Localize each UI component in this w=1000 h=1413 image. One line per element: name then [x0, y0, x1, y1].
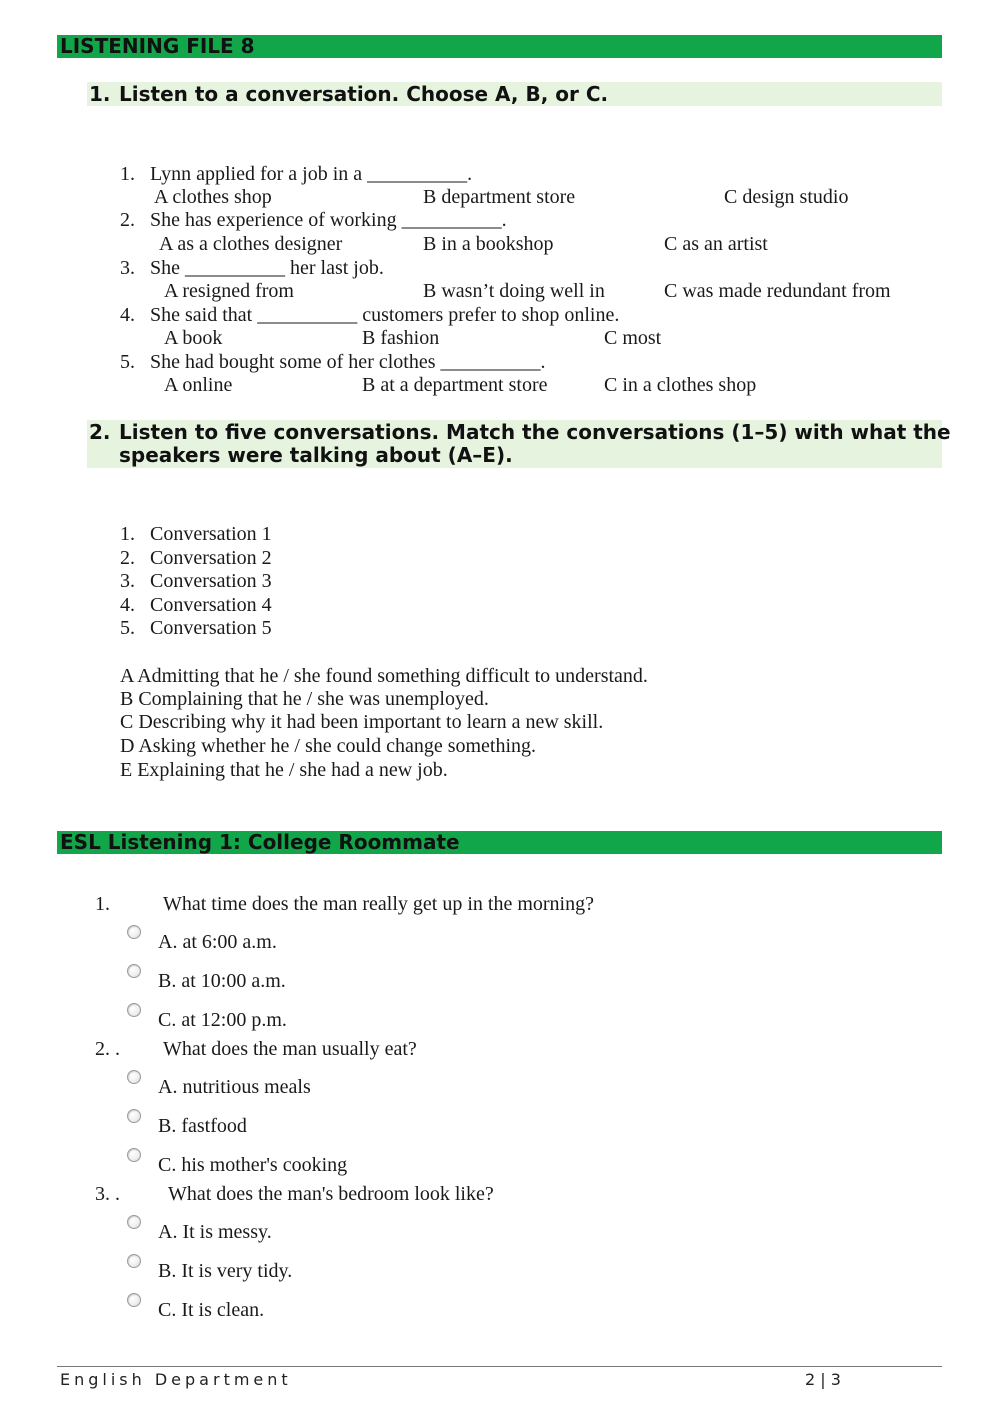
question-number: 5.	[120, 351, 135, 373]
list-item-number: 4.	[120, 594, 135, 616]
section2-heading	[87, 420, 951, 468]
question-number: 4.	[120, 304, 135, 326]
radio-button[interactable]	[127, 1109, 141, 1123]
section2-title-line1: Listen to five conversations. Match the conversations (1–5) with what the	[119, 420, 951, 444]
footer-divider	[57, 1366, 942, 1367]
option-a[interactable]: A online	[164, 374, 233, 396]
match-option: B Complaining that he / she was unemployed.	[120, 688, 489, 710]
option-c[interactable]: C in a clothes shop	[604, 374, 757, 396]
question-text: She has experience of working __________.	[150, 209, 507, 231]
radio-label[interactable]: B. fastfood	[158, 1115, 247, 1137]
option-b[interactable]: B in a bookshop	[423, 233, 554, 255]
radio-label[interactable]: C. his mother's cooking	[158, 1154, 348, 1176]
question-text: What time does the man really get up in the morning?	[163, 893, 594, 915]
footer-page-number: 2 | 3	[805, 1370, 841, 1389]
match-option: C Describing why it had been important to learn a new skill.	[120, 711, 604, 733]
question-text: She had bought some of her clothes __________.	[150, 351, 546, 373]
option-a[interactable]: A as a clothes designer	[159, 233, 343, 255]
section3-title: ESL Listening 1: College Roommate	[60, 830, 460, 854]
footer-department: English Department	[60, 1370, 292, 1389]
option-b[interactable]: B wasn’t doing well in	[423, 280, 605, 302]
match-option: A Admitting that he / she found something difficult to understand.	[120, 665, 648, 687]
radio-button[interactable]	[127, 964, 141, 978]
list-item: Conversation 3	[150, 570, 272, 592]
radio-button[interactable]	[127, 1254, 141, 1268]
question-text: She __________ her last job.	[150, 257, 384, 279]
question-number: 1.	[95, 893, 110, 915]
option-a[interactable]: A clothes shop	[154, 186, 272, 208]
section1-number: 1.	[89, 82, 111, 106]
list-item-number: 2.	[120, 547, 135, 569]
list-item-number: 3.	[120, 570, 135, 592]
radio-label[interactable]: B. It is very tidy.	[158, 1260, 293, 1282]
match-option: E Explaining that he / she had a new job.	[120, 759, 448, 781]
radio-label[interactable]: C. at 12:00 p.m.	[158, 1009, 287, 1031]
section3-bar	[57, 831, 942, 854]
radio-label[interactable]: A. It is messy.	[158, 1221, 272, 1243]
question-text: What does the man usually eat?	[163, 1038, 417, 1060]
radio-label[interactable]: A. nutritious meals	[158, 1076, 311, 1098]
radio-button[interactable]	[127, 1003, 141, 1017]
header-bar	[57, 35, 942, 58]
header-title: LISTENING FILE 8	[60, 34, 255, 58]
question-number: 2.	[120, 209, 135, 231]
option-c[interactable]: C was made redundant from	[664, 280, 891, 302]
question-text: What does the man's bedroom look like?	[168, 1183, 494, 1205]
list-item: Conversation 1	[150, 523, 272, 545]
question-number: 3.	[120, 257, 135, 279]
radio-label[interactable]: C. It is clean.	[158, 1299, 265, 1321]
radio-label[interactable]: A. at 6:00 a.m.	[158, 931, 277, 953]
section1-title: Listen to a conversation. Choose A, B, or C.	[119, 82, 609, 106]
radio-label[interactable]: B. at 10:00 a.m.	[158, 970, 286, 992]
option-c[interactable]: C design studio	[724, 186, 849, 208]
option-a[interactable]: A resigned from	[164, 280, 294, 302]
section1-heading	[87, 82, 942, 106]
radio-button[interactable]	[127, 1070, 141, 1084]
question-number: 2. .	[95, 1038, 120, 1060]
radio-button[interactable]	[127, 925, 141, 939]
option-b[interactable]: B at a department store	[362, 374, 548, 396]
option-c[interactable]: C as an artist	[664, 233, 768, 255]
section2-number: 2.	[89, 420, 111, 444]
radio-button[interactable]	[127, 1215, 141, 1229]
list-item: Conversation 5	[150, 617, 272, 639]
question-number: 3. .	[95, 1183, 120, 1205]
option-a[interactable]: A book	[164, 327, 223, 349]
option-c[interactable]: C most	[604, 327, 662, 349]
option-b[interactable]: B fashion	[362, 327, 440, 349]
match-option: D Asking whether he / she could change something.	[120, 735, 537, 757]
question-text: Lynn applied for a job in a __________.	[150, 163, 473, 185]
question-text: She said that __________ customers prefer to shop online.	[150, 304, 620, 326]
question-number: 1.	[120, 163, 135, 185]
list-item-number: 5.	[120, 617, 135, 639]
option-b[interactable]: B department store	[423, 186, 576, 208]
radio-button[interactable]	[127, 1148, 141, 1162]
radio-button[interactable]	[127, 1293, 141, 1307]
list-item-number: 1.	[120, 523, 135, 545]
section2-title-line2: speakers were talking about (A–E).	[119, 443, 513, 467]
list-item: Conversation 2	[150, 547, 272, 569]
list-item: Conversation 4	[150, 594, 272, 616]
